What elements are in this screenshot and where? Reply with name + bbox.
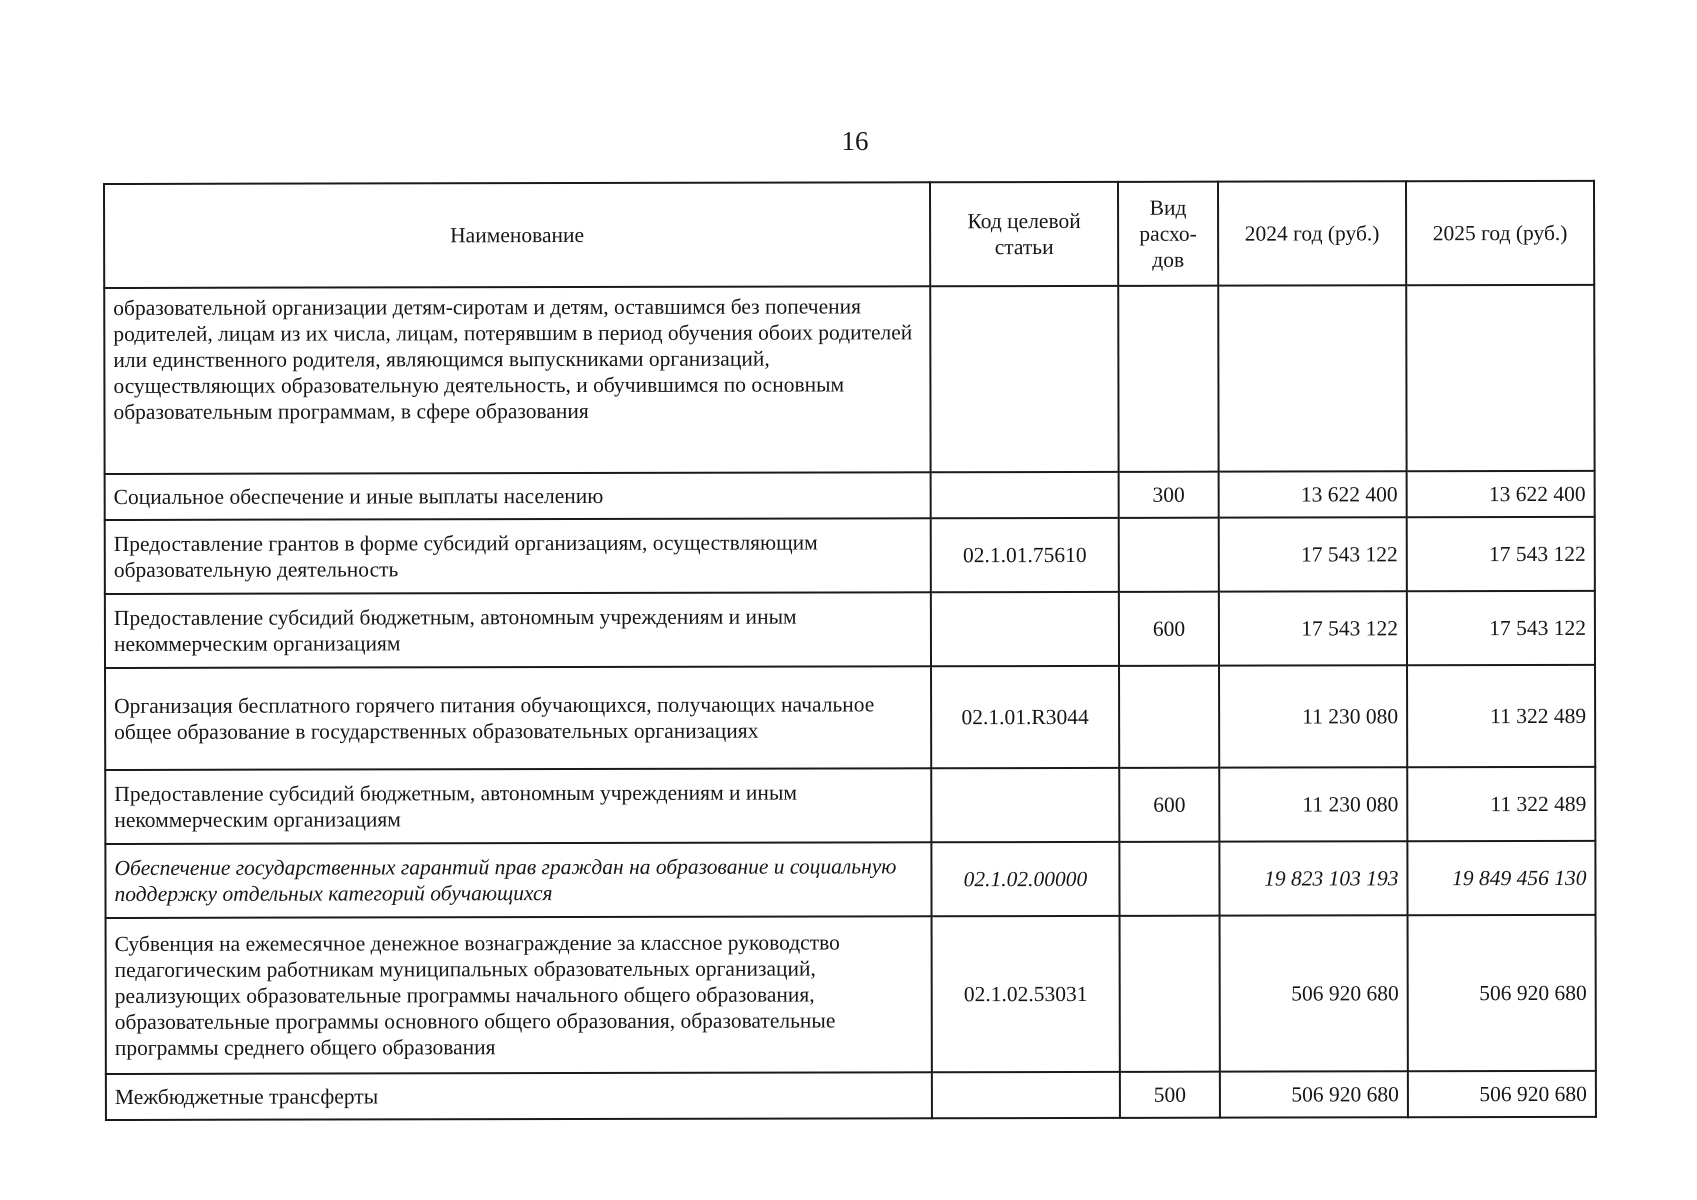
row-2024: 506 920 680	[1220, 1071, 1408, 1117]
row-code	[931, 592, 1119, 666]
header-year-2025: 2025 год (руб.)	[1406, 181, 1594, 285]
row-2024: 506 920 680	[1220, 915, 1408, 1071]
row-code	[932, 1072, 1120, 1118]
row-name: Предоставление субсидий бюджетным, автономным учреждениям и иным некоммерческим организациям	[105, 592, 931, 668]
row-2025: 13 622 400	[1407, 471, 1595, 517]
row-name: Обеспечение государственных гарантий прав граждан на образование и социальную поддержку отдельных категорий обучающихся	[105, 842, 931, 918]
row-2025: 11 322 489	[1407, 665, 1595, 767]
row-name: Субвенция на ежемесячное денежное вознаграждение за классное руководство педагогическим работникам муниципальных образовательных организаций, реализующих образовательные программы начального общего образования, образовательные программы основного общего образования, образовательные программы среднего общего образования	[106, 916, 932, 1074]
header-name: Наименование	[104, 182, 930, 288]
row-2024	[1218, 285, 1406, 471]
row-2025: 19 849 456 130	[1407, 841, 1595, 915]
row-name: Социальное обеспечение и иные выплаты населению	[105, 472, 931, 520]
row-code	[931, 768, 1119, 842]
table-row	[105, 767, 1595, 844]
row-name: образовательной организации детям-сиротам и детям, оставшимся без попечения родителей, лицам из их числа, лицам, потерявшим в период обучения обоих родителей или единственного родителя, являющимся выпускниками организаций, осуществляющих образовательную деятельность, и обучившимся по основным образовательным программам, в сфере образования	[104, 286, 930, 474]
table-row	[106, 915, 1596, 1074]
row-kind	[1119, 842, 1219, 916]
row-kind: 600	[1119, 768, 1219, 842]
table-row	[105, 841, 1595, 918]
table-row	[105, 665, 1595, 770]
row-kind	[1119, 518, 1219, 592]
row-2025: 17 543 122	[1407, 591, 1595, 665]
budget-table	[103, 180, 1597, 1121]
page-number: 16	[841, 126, 869, 156]
row-2024: 11 230 080	[1219, 665, 1407, 767]
row-2025: 11 322 489	[1407, 767, 1595, 841]
row-2025: 506 920 680	[1408, 1071, 1596, 1117]
row-2025: 17 543 122	[1407, 517, 1595, 591]
row-kind	[1118, 286, 1218, 472]
row-2024: 13 622 400	[1219, 471, 1407, 517]
row-name: Межбюджетные трансферты	[106, 1072, 932, 1120]
row-2025: 506 920 680	[1408, 915, 1596, 1071]
table-row	[105, 517, 1595, 594]
table-header-row	[104, 181, 1594, 288]
header-target-code: Код целевой статьи	[930, 182, 1118, 286]
table-row	[105, 591, 1595, 668]
row-name: Предоставление субсидий бюджетным, автономным учреждениям и иным некоммерческим организациям	[105, 768, 931, 844]
row-code: 02.1.02.00000	[931, 842, 1119, 916]
row-name: Предоставление грантов в форме субсидий организациям, осуществляющим образовательную деятельность	[105, 518, 931, 594]
row-2024: 17 543 122	[1219, 591, 1407, 665]
row-code: 02.1.01.75610	[931, 518, 1119, 592]
table-row	[105, 471, 1595, 520]
row-2024: 19 823 103 193	[1219, 841, 1407, 915]
row-code: 02.1.01.R3044	[931, 666, 1119, 768]
row-name: Организация бесплатного горячего питания обучающихся, получающих начальное общее образование в государственных образовательных организациях	[105, 666, 931, 770]
table-row	[106, 1071, 1596, 1120]
header-expense-type: Вид расхо- дов	[1118, 182, 1218, 286]
row-kind	[1120, 916, 1220, 1072]
row-2025	[1406, 285, 1594, 471]
row-2024: 17 543 122	[1219, 517, 1407, 591]
row-code: 02.1.02.53031	[932, 916, 1120, 1072]
row-kind	[1119, 666, 1219, 768]
row-2024: 11 230 080	[1219, 767, 1407, 841]
row-kind: 600	[1119, 592, 1219, 666]
row-kind: 300	[1119, 472, 1219, 518]
row-kind: 500	[1120, 1072, 1220, 1118]
header-year-2024: 2024 год (руб.)	[1218, 181, 1406, 285]
table-row	[104, 285, 1594, 474]
row-code	[930, 286, 1118, 472]
row-code	[931, 472, 1119, 518]
